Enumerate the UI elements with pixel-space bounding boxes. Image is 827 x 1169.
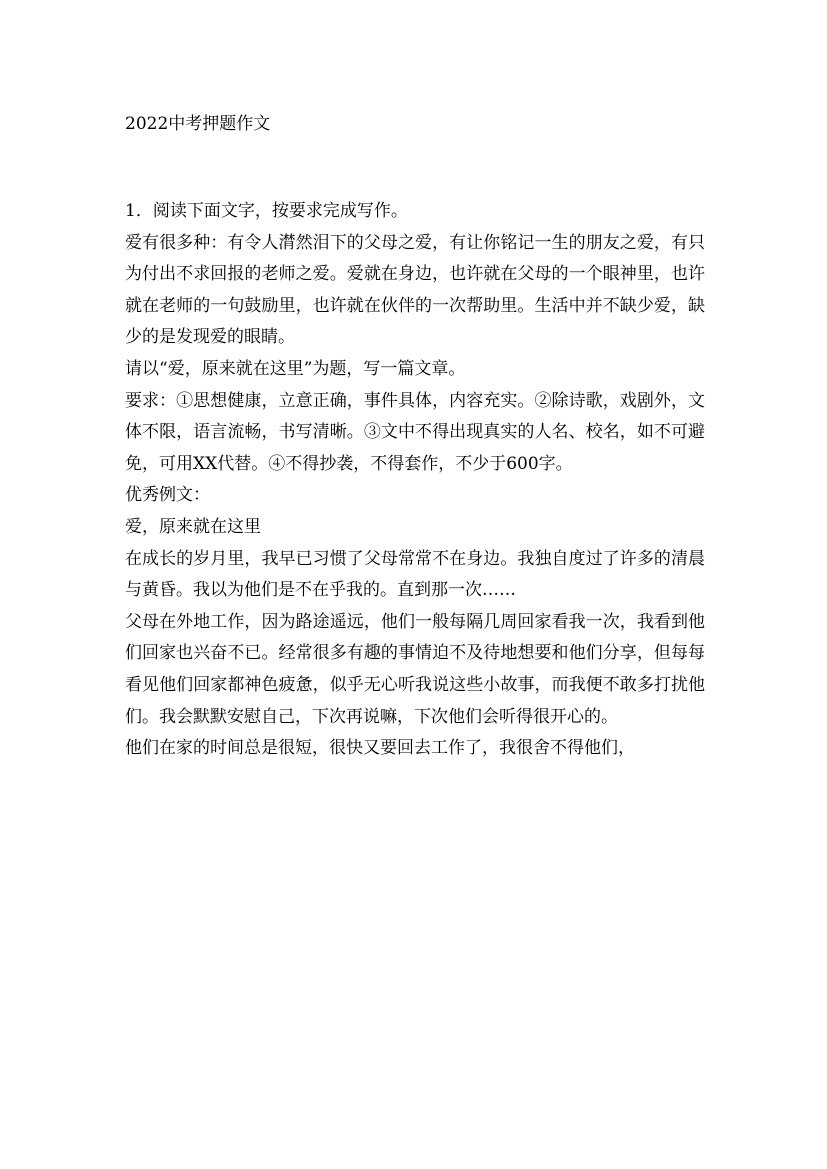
sample-essay-title: 爱，原来就在这里 <box>125 516 261 537</box>
sample-paragraph: 父母在外地工作，因为路途遥远，他们一般每隔几周回家看我一次，我看到他们回家也兴奋不已。经常很多有趣的事情迫不及待地想要和他们分享，但每每看见他们回家都神色疲惫，似乎无心听我说这些小故事，而我便不敢多打扰他们。我会默默安慰自己，下次再说嘛，下次他们会听得很开心的。 <box>125 611 705 727</box>
essay-requirements: 要求：①思想健康，立意正确，事件具体，内容充实。②除诗歌，戏剧外，文体不限，语言流畅，书写清晰。③文中不得出现真实的人名、校名，如不可避免，可用XX代替。④不得抄袭，不得套作，不少于600字。 <box>125 390 705 474</box>
sample-paragraph: 他们在家的时间总是很短，很快又要回去工作了，我很舍不得他们， <box>125 738 635 759</box>
question-instruction: 1．阅读下面文字，按要求完成写作。 <box>125 201 408 221</box>
sample-heading: 优秀例文： <box>125 485 210 506</box>
document-body <box>125 196 705 765</box>
document-title: 2022中考押题作文 <box>125 114 271 134</box>
sample-paragraph: 在成长的岁月里，我早已习惯了父母常常不在身边。我独自度过了许多的清晨与黄昏。我以为他们是不在乎我的。直到那一次…… <box>125 548 705 601</box>
essay-topic: 请以“爱，原来就在这里”为题，写一篇文章。 <box>125 358 466 379</box>
prompt-material: 爱有很多种：有令人潸然泪下的父母之爱，有让你铭记一生的朋友之爱，有只为付出不求回报的老师之爱。爱就在身边，也许就在父母的一个眼神里，也许就在老师的一句鼓励里，也许就在伙伴的一次帮助里。生活中并不缺少爱，缺少的是发现爱的眼睛。 <box>125 232 705 348</box>
